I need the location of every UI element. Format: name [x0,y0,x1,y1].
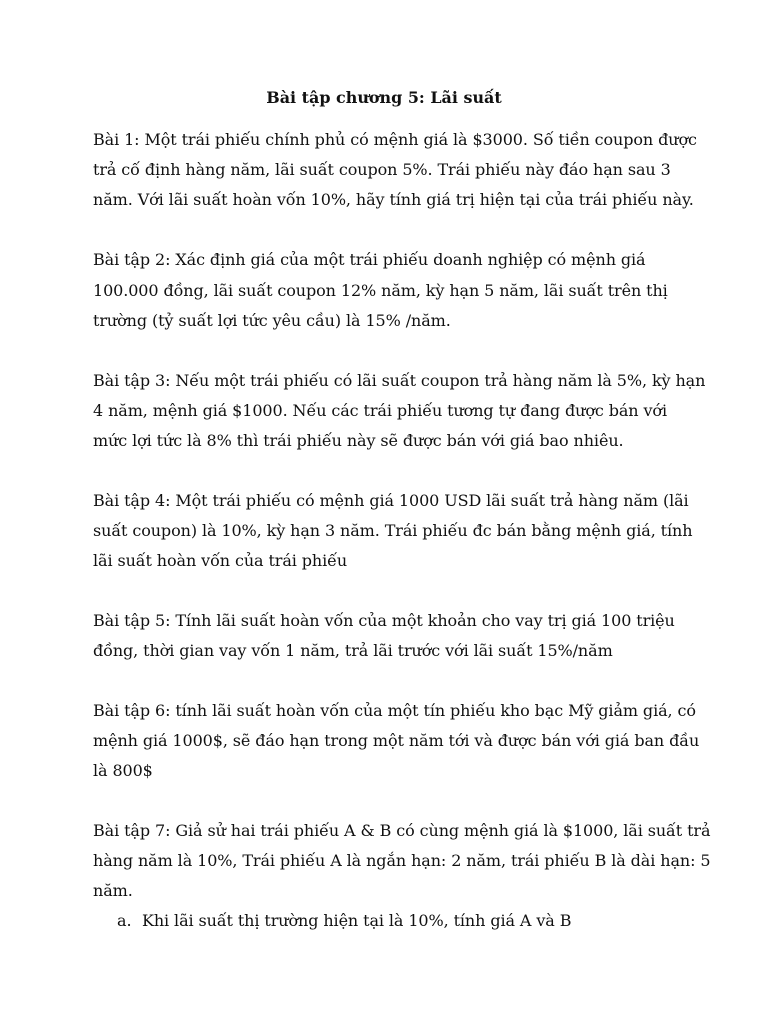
exercise-1-line-1: Bài 1: Một trái phiếu chính phủ có mệnh giá là $3000. Số tiền coupon được [93,130,697,149]
exercise-5-line-1: Bài tập 5: Tính lãi suất hoàn vốn của một khoản cho vay trị giá 100 triệu [93,611,675,630]
exercise-2-line-2: 100.000 đồng, lãi suất coupon 12% năm, kỳ hạn 5 năm, lãi suất trên thị [93,281,668,300]
exercise-7-line-3: năm. [93,881,133,900]
exercise-6-line-2: mệnh giá 1000$, sẽ đáo hạn trong một năm tới và được bán với giá ban đầu [93,731,700,750]
exercise-2-line-3: trường (tỷ suất lợi tức yêu cầu) là 15% /năm. [93,311,451,330]
list-item-text: Khi lãi suất thị trường hiện tại là 10%, tính giá A và B [142,911,572,930]
exercise-1-line-3: năm. Với lãi suất hoàn vốn 10%, hãy tính giá trị hiện tại của trái phiếu này. [93,190,694,209]
exercise-4-line-2: suất coupon) là 10%, kỳ hạn 3 năm. Trái phiếu đc bán bằng mệnh giá, tính [93,521,693,540]
exercise-4-line-3: lãi suất hoàn vốn của trái phiếu [93,551,348,570]
exercise-4-line-1: Bài tập 4: Một trái phiếu có mệnh giá 1000 USD lãi suất trả hàng năm (lãi [93,491,689,510]
exercise-3-line-2: 4 năm, mệnh giá $1000. Nếu các trái phiếu tương tự đang được bán với [93,401,667,420]
exercise-5-line-2: đồng, thời gian vay vốn 1 năm, trả lãi trước với lãi suất 15%/năm [93,641,613,660]
exercise-1-line-2: trả cố định hàng năm, lãi suất coupon 5%. Trái phiếu này đáo hạn sau 3 [93,160,671,179]
exercise-6-line-1: Bài tập 6: tính lãi suất hoàn vốn của một tín phiếu kho bạc Mỹ giảm giá, có [93,701,696,720]
exercise-7-line-1: Bài tập 7: Giả sử hai trái phiếu A & B có cùng mệnh giá là $1000, lãi suất trả [93,821,711,840]
page-title: Bài tập chương 5: Lãi suất [266,88,502,107]
exercise-2-line-1: Bài tập 2: Xác định giá của một trái phiếu doanh nghiệp có mệnh giá [93,250,646,269]
exercise-6-line-3: là 800$ [93,761,153,780]
exercise-3-line-1: Bài tập 3: Nếu một trái phiếu có lãi suất coupon trả hàng năm là 5%, kỳ hạn [93,371,706,390]
list-item-marker: a. [117,911,132,930]
exercise-3-line-3: mức lợi tức là 8% thì trái phiếu này sẽ được bán với giá bao nhiêu. [93,431,624,450]
exercise-7-line-2: hàng năm là 10%, Trái phiếu A là ngắn hạn: 2 năm, trái phiếu B là dài hạn: 5 [93,851,711,870]
